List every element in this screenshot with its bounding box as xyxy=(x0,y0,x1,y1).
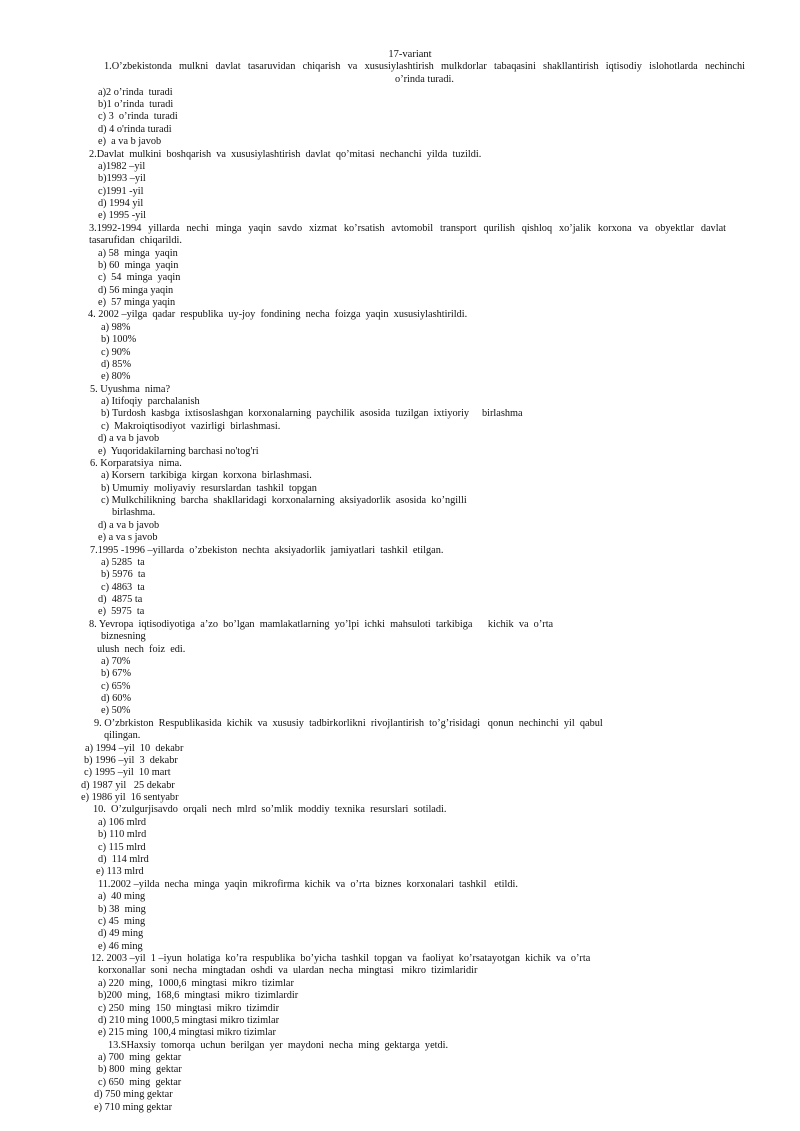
text-line: 12. 2003 –yil 1 –iyun holatiga ko’ra respublika bo’yicha tashkil topgan va faoliyat ko’rsatayotgan kichik va o’rta xyxy=(91,953,591,964)
text-line: e) 1995 -yil xyxy=(98,210,147,221)
text-line: o’rinda turadi. xyxy=(395,74,454,85)
text-line: korxonallar soni necha mingtadan oshdi va ulardan necha mingtasi mikro tizimlaridir xyxy=(98,965,478,976)
text-line: 3.1992-1994 yillarda nechi minga yaqin savdo xizmat ko’rsatish avtomobil transport qurilish qishloq xo’jalik korxona va obyektlar davlat xyxy=(89,223,726,234)
text-line: 11.2002 –yilda necha minga yaqin mikrofirma kichik va o’rta biznes korxonalari tashkil etildi. xyxy=(98,879,518,890)
text-line: e) 215 ming 100,4 mingtasi mikro tizimlar xyxy=(98,1027,276,1038)
text-line: d) 49 ming xyxy=(98,928,144,939)
text-line: b) 5976 ta xyxy=(101,569,146,580)
text-line: 1.O’zbekistonda mulkni davlat tasaruvidan chiqarish va xususiylashtirish mulkdorlar tabaqasini shakllantirish iqtisodiy islohotlarda nechinchi xyxy=(104,61,745,72)
text-line: e) Yuqoridakilarning barchasi no'tog'ri xyxy=(98,446,259,457)
text-line: b) Turdosh kasbga ixtisoslashgan korxonalarning paychilik asosida tuzilgan ixtiyoriy birlashma xyxy=(101,408,523,419)
text-line: e) a va b javob xyxy=(98,136,162,147)
text-line: e) 113 mlrd xyxy=(96,866,144,877)
text-line: c) 115 mlrd xyxy=(98,842,146,853)
text-line: c) 54 minga yaqin xyxy=(98,272,181,283)
text-line: 9. O’zbrkiston Respublikasida kichik va xususiy tadbirkorlikni rivojlantirish to’g’risidagi qonun nechinchi yil qabul xyxy=(94,718,603,729)
text-line: b)1 o’rinda turadi xyxy=(98,99,174,110)
text-line: 8. Yevropa iqtisodiyotiga a’zo bo’lgan mamlakatlarning yo’lpi ichki mahsuloti tarkibiga kichik va o’rta xyxy=(89,619,554,630)
text-line: e) 80% xyxy=(101,371,131,382)
text-line: a) 220 ming, 1000,6 mingtasi mikro tizimlar xyxy=(98,978,294,989)
text-line: c) 65% xyxy=(101,681,131,692)
text-line: c) 650 ming gektar xyxy=(98,1077,182,1088)
text-line: c)1991 -yil xyxy=(98,186,144,197)
text-line: d) 210 ming 1000,5 mingtasi mikro tizimlar xyxy=(98,1015,280,1026)
text-line: e) a va s javob xyxy=(98,532,158,543)
text-line: b) 1996 –yil 3 dekabr xyxy=(84,755,178,766)
text-line: a)1982 –yil xyxy=(98,161,146,172)
text-line: c) Mulkchilikning barcha shakllaridagi korxonalarning aksiyadorlik asosida ko’ngilli xyxy=(101,495,467,506)
text-line: b) 60 minga yaqin xyxy=(98,260,179,271)
text-line: 4. 2002 –yilga qadar respublika uy-joy fondining necha foizga yaqin xususiylashtirildi. xyxy=(88,309,468,320)
text-line: d) 1987 yil 25 dekabr xyxy=(81,780,175,791)
text-line: b)200 ming, 168,6 mingtasi mikro tizimlardir xyxy=(98,990,299,1001)
text-line: d) a va b javob xyxy=(98,433,160,444)
page-title: 17-variant xyxy=(388,49,432,60)
text-line: a) Korsern tarkibiga kirgan korxona birlashmasi. xyxy=(101,470,312,481)
text-line: c) 1995 –yil 10 mart xyxy=(84,767,171,778)
text-line: 5. Uyushma nima? xyxy=(90,384,171,395)
text-line: a) Itifoqiy parchalanish xyxy=(101,396,200,407)
text-line: a) 58 minga yaqin xyxy=(98,248,178,259)
text-line: birlashma. xyxy=(112,507,156,518)
text-line: d) a va b javob xyxy=(98,520,160,531)
text-line: 13.SHaxsiy tomorqa uchun berilgan yer maydoni necha ming gektarga yetdi. xyxy=(108,1040,449,1051)
text-line: a) 700 ming gektar xyxy=(98,1052,182,1063)
text-line: e) 5975 ta xyxy=(98,606,145,617)
text-line: d) 85% xyxy=(101,359,132,370)
text-line: 2.Davlat mulkini boshqarish va xususiylashtirish davlat qo’mitasi nechanchi yilda tuzildi. xyxy=(89,149,482,160)
text-line: tasarufidan chiqarildi. xyxy=(89,235,182,246)
text-line: 10. O’zulgurjisavdo orqali nech mlrd so’mlik moddiy texnika resurslari sotiladi. xyxy=(93,804,447,815)
text-line: c) 90% xyxy=(101,347,131,358)
text-line: c) 4863 ta xyxy=(101,582,145,593)
text-line: b) 38 ming xyxy=(98,904,146,915)
text-line: 6. Korparatsiya nima. xyxy=(90,458,182,469)
text-line: b) 110 mlrd xyxy=(98,829,147,840)
text-line: e) 710 ming gektar xyxy=(94,1102,173,1113)
text-line: a)2 o’rinda turadi xyxy=(98,87,173,98)
text-line: biznesning xyxy=(101,631,146,642)
text-line: d) 4 o'rinda turadi xyxy=(98,124,172,135)
text-line: e) 1986 yil 16 sentyabr xyxy=(81,792,179,803)
text-line: b) 67% xyxy=(101,668,132,679)
text-line: d) 60% xyxy=(101,693,132,704)
text-line: a) 70% xyxy=(101,656,131,667)
text-line: c) Makroiqtisodiyot vazirligi birlashmasi. xyxy=(101,421,281,432)
text-line: e) 57 minga yaqin xyxy=(98,297,176,308)
text-line: e) 46 ming xyxy=(98,941,143,952)
text-line: qilingan. xyxy=(104,730,141,741)
text-line: e) 50% xyxy=(101,705,131,716)
text-line: d) 56 minga yaqin xyxy=(98,285,174,296)
text-line: b) 800 ming gektar xyxy=(98,1064,182,1075)
text-line: d) 1994 yil xyxy=(98,198,144,209)
text-line: d) 750 ming gektar xyxy=(94,1089,173,1100)
text-line: a) 106 mlrd xyxy=(98,817,147,828)
text-line: a) 40 ming xyxy=(98,891,146,902)
text-line: d) 114 mlrd xyxy=(98,854,149,865)
text-line: ulush nech foiz edi. xyxy=(97,644,186,655)
text-line: c) 3 o’rinda turadi xyxy=(98,111,178,122)
text-line: a) 98% xyxy=(101,322,131,333)
text-line: b) Umumiy moliyaviy resurslardan tashkil topgan xyxy=(101,483,317,494)
text-line: c) 45 ming xyxy=(98,916,146,927)
text-line: d) 4875 ta xyxy=(98,594,143,605)
text-line: b)1993 –yil xyxy=(98,173,146,184)
text-line: b) 100% xyxy=(101,334,137,345)
text-line: a) 5285 ta xyxy=(101,557,145,568)
text-line: a) 1994 –yil 10 dekabr xyxy=(85,743,184,754)
text-line: c) 250 ming 150 mingtasi mikro tizimdir xyxy=(98,1003,280,1014)
text-line: 7.1995 -1996 –yillarda o’zbekiston nechta aksiyadorlik jamiyatlari tashkil etilgan. xyxy=(90,545,444,556)
